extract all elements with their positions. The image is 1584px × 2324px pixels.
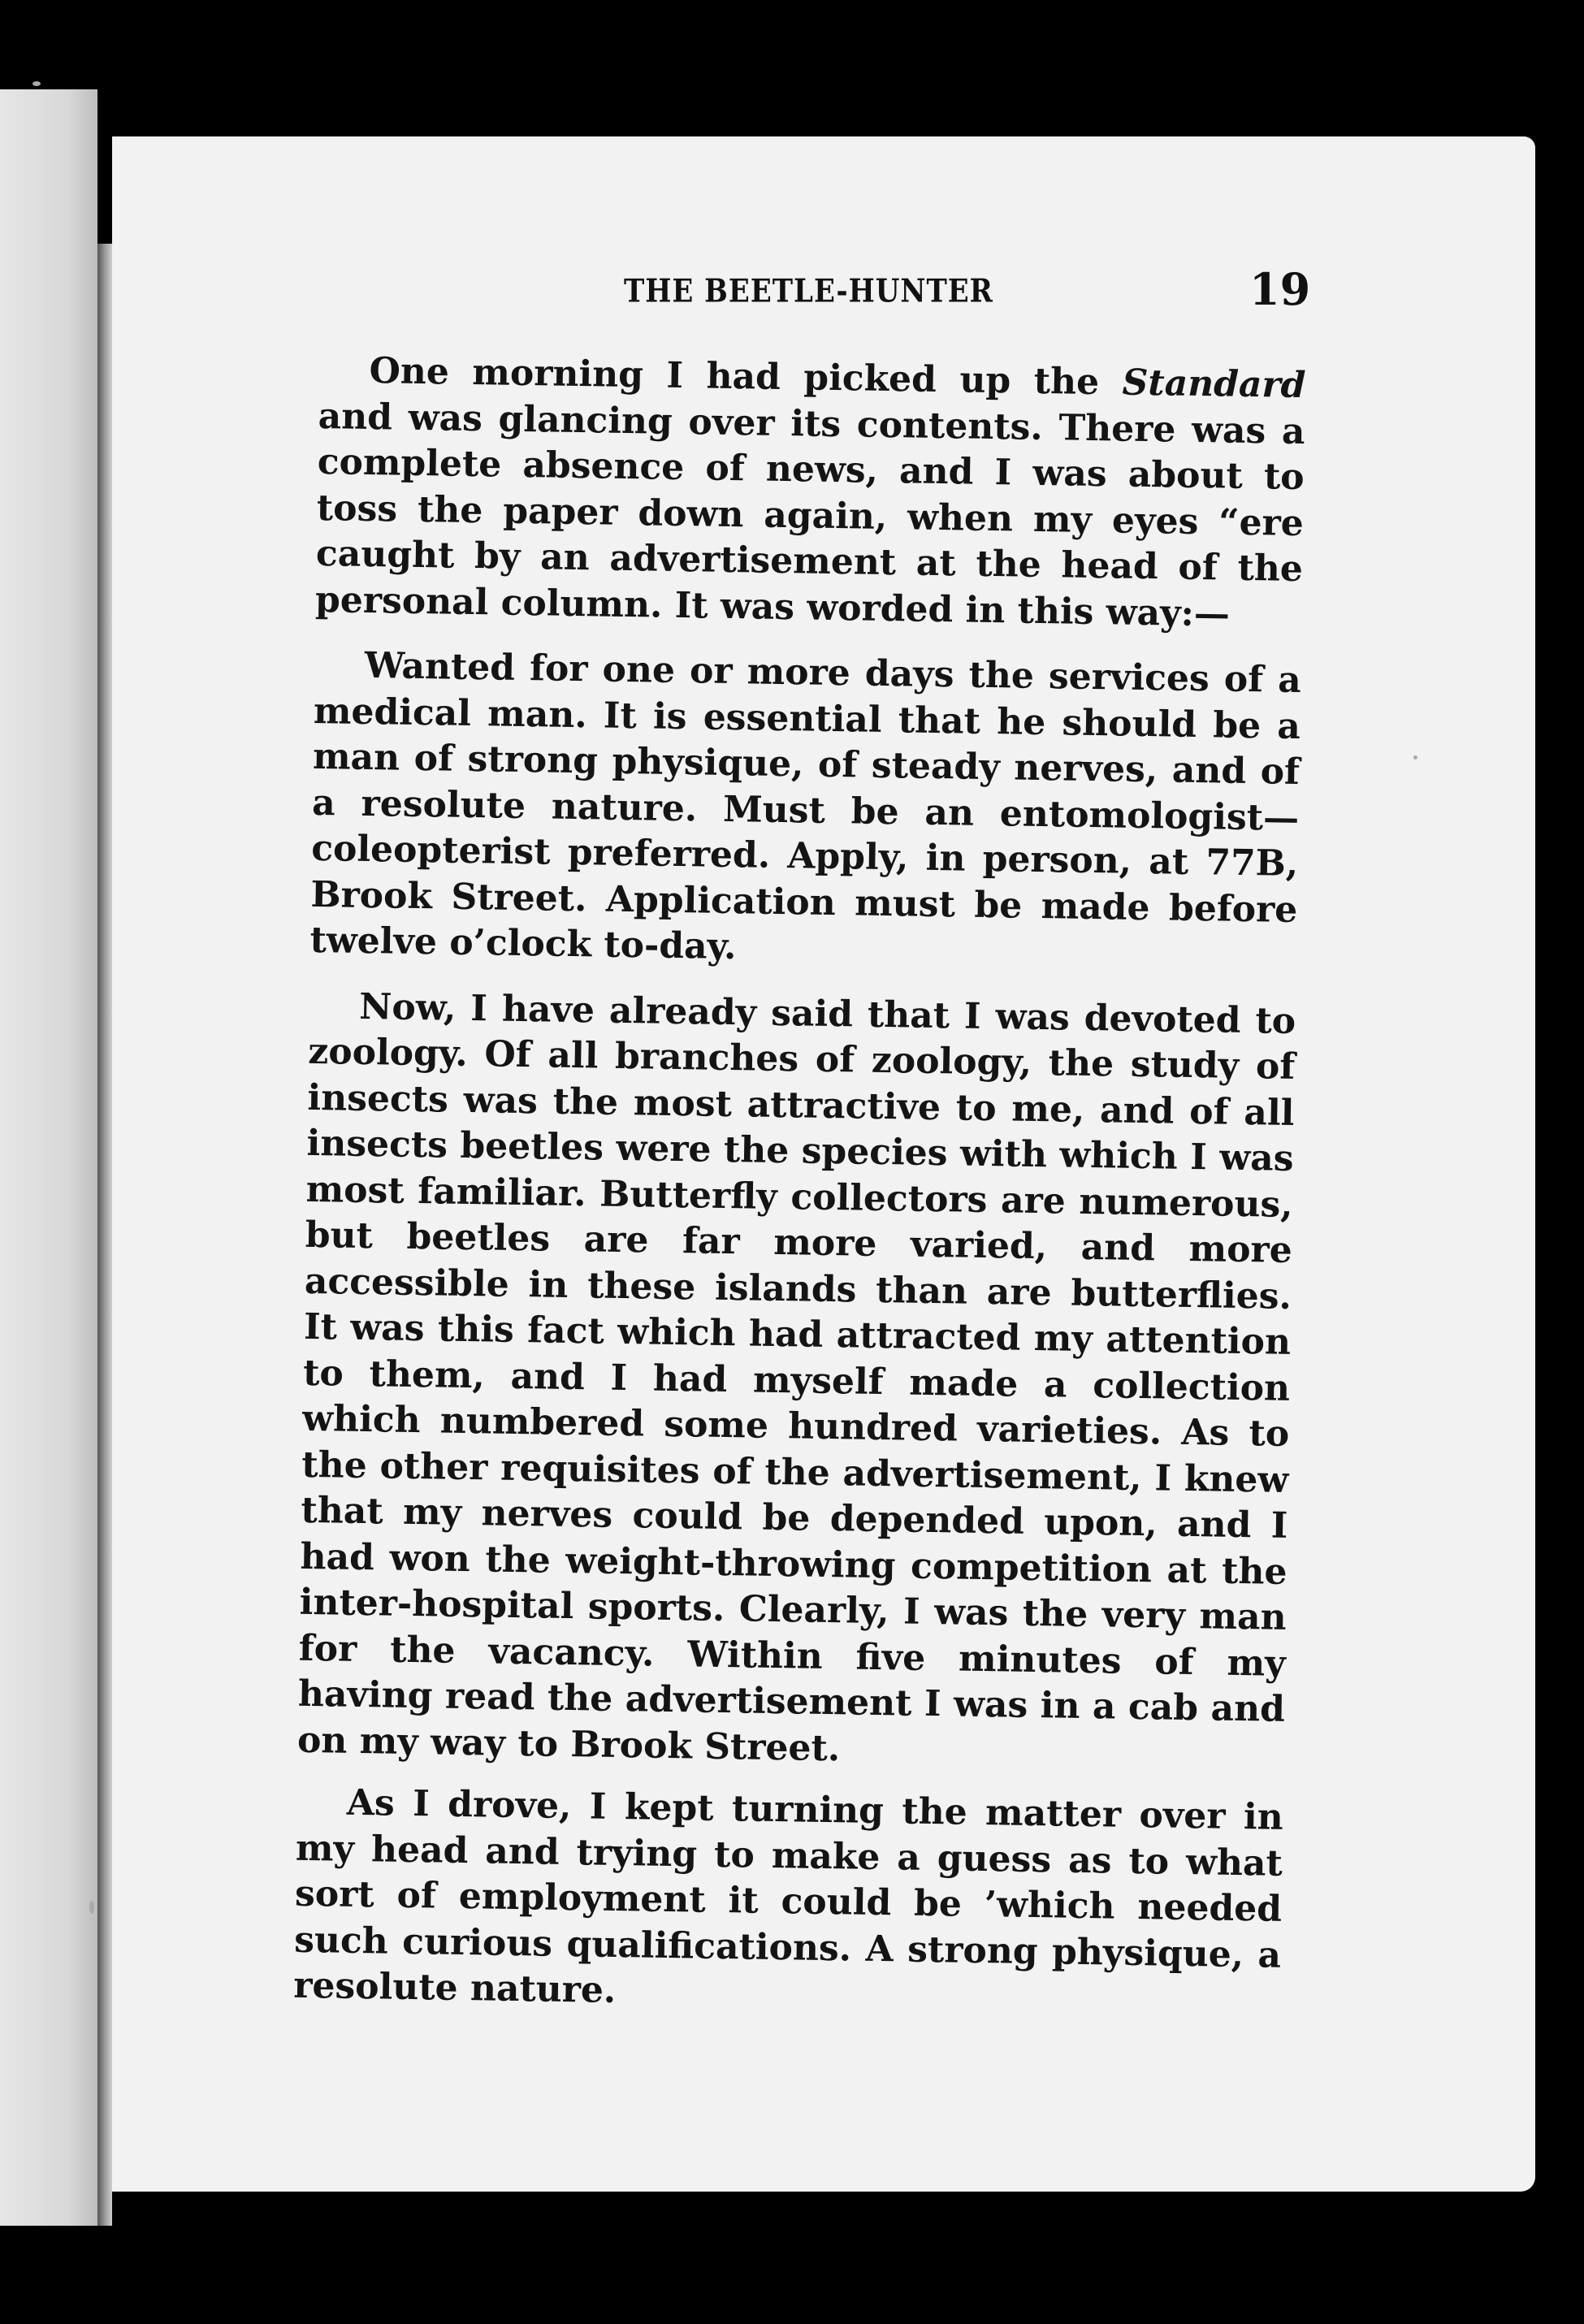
scan-speck (89, 1901, 94, 1914)
scan-speck (1413, 755, 1417, 760)
body-text (293, 348, 1306, 2024)
paragraph-1-rest: and was glancing over its contents. There was a complete absence of news, and I was about to toss the paper down again, when my eyes “ere caught by an advertisement at the head of the personal column. It was worded in this way:— (314, 395, 1305, 635)
book-page (112, 136, 1535, 2192)
paragraph-1 (315, 348, 1306, 638)
paragraph-1-start: One morning I had picked up the (369, 349, 1123, 404)
paragraph-4-text: As I drove, I kept turning the matter over in my head and trying to make a guess as to what sort of employment it could be ’which needed such curious qualifications. A strong physique, a resolute nature. (292, 1781, 1284, 2011)
advertisement-paragraph (309, 643, 1301, 980)
running-head: THE BEETLE-HUNTER (624, 273, 993, 310)
advertisement-text: Wanted for one or more days the services of a medical man. It is essential that he should be a man of strong physique, of steady nerves, and of a resolute nature. Must be an entomologist—coleopterist preferred. Apply, in person, at 77B, Brook Street. Application must be made before twelve o’clock to-day. (309, 644, 1302, 968)
paragraph-4 (293, 1780, 1283, 2025)
page-number: 19 (1249, 263, 1311, 315)
left-page-edge (0, 89, 97, 2226)
paragraph-3 (297, 983, 1296, 1778)
indent (309, 1017, 359, 1018)
gutter-shadow (97, 244, 112, 2226)
scan-speck (32, 81, 41, 86)
paragraph-3-text: Now, I have already said that I was devoted to zoology. Of all branches of zoology, the study of insects was the most attractive to me, and of all insects beetles were the species with which I was most familiar. Butterfly collectors are numerous, but beetles are far more varied, and more accessible in these islands than are butterflies. It was this fact which had attracted my attention to them, and I had myself made a collection which numbered some hundred varieties. As to the other requisites of the advertisement, I knew that my nerves could be depended upon, and I had won the weight-throwing competition at the inter-hospital sports. Clearly, I was the very man for the vacancy. Within five minutes of my having read the advertisement I was in a cab and on my way to Brook Street. (296, 985, 1296, 1769)
newspaper-title: Standard (1122, 361, 1306, 407)
indent (296, 1814, 347, 1815)
indent (318, 382, 369, 383)
